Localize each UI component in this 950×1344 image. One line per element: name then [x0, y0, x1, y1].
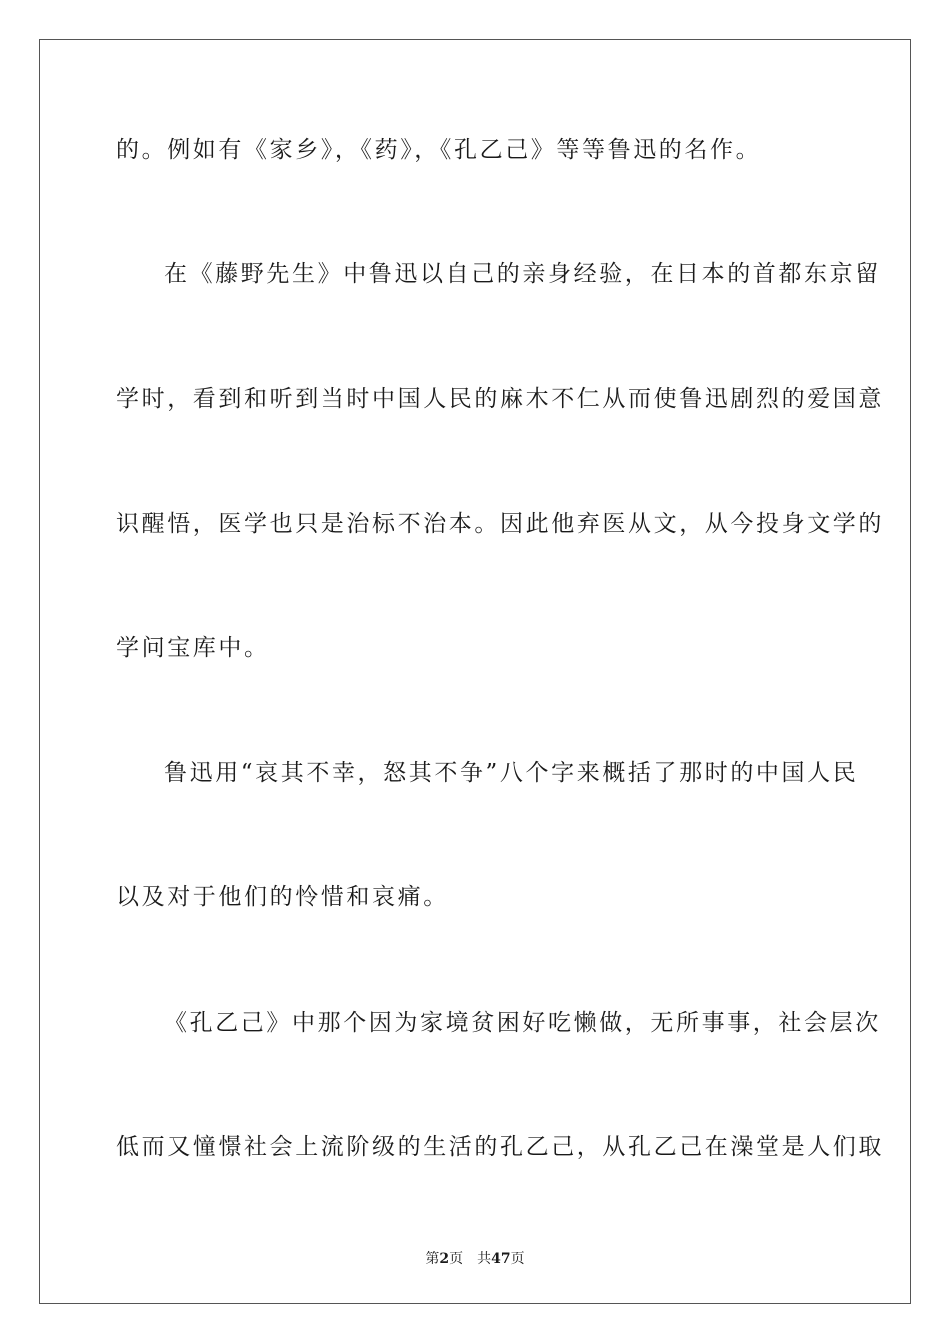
text-line: 以及对于他们的怜惜和哀痛。	[116, 884, 449, 910]
page-suffix: 页	[449, 1251, 464, 1267]
text-line: 的。例如有《家乡》，《药》，《孔乙己》等等鲁迅的名作。	[116, 137, 762, 163]
page-frame	[39, 39, 911, 1304]
text-line: 学时，看到和听到当时中国人民的麻木不仁从而使鲁迅剧烈的爱国意	[116, 386, 884, 412]
text-line: 识醒悟，医学也只是治标不治本。因此他弃医从文，从今投身文学的	[116, 511, 884, 537]
total-prefix: 共	[477, 1251, 492, 1267]
page-number: 2	[439, 1251, 450, 1267]
text-line: 低而又憧憬社会上流阶级的生活的孔乙己，从孔乙己在澡堂是人们取	[116, 1134, 884, 1160]
total-pages: 47	[491, 1251, 511, 1267]
page-prefix: 第	[425, 1251, 440, 1267]
text-line: 鲁迅用“哀其不幸，怒其不争”八个字来概括了那时的中国人民	[164, 760, 859, 786]
text-line: 学问宝库中。	[116, 635, 270, 661]
page-footer	[0, 1248, 950, 1268]
text-line: 在《藤野先生》中鲁迅以自己的亲身经验，在日本的首都东京留	[164, 261, 881, 287]
text-line: 《孔乙己》中那个因为家境贫困好吃懒做，无所事事，社会层次	[164, 1010, 881, 1036]
total-suffix: 页	[510, 1251, 525, 1267]
